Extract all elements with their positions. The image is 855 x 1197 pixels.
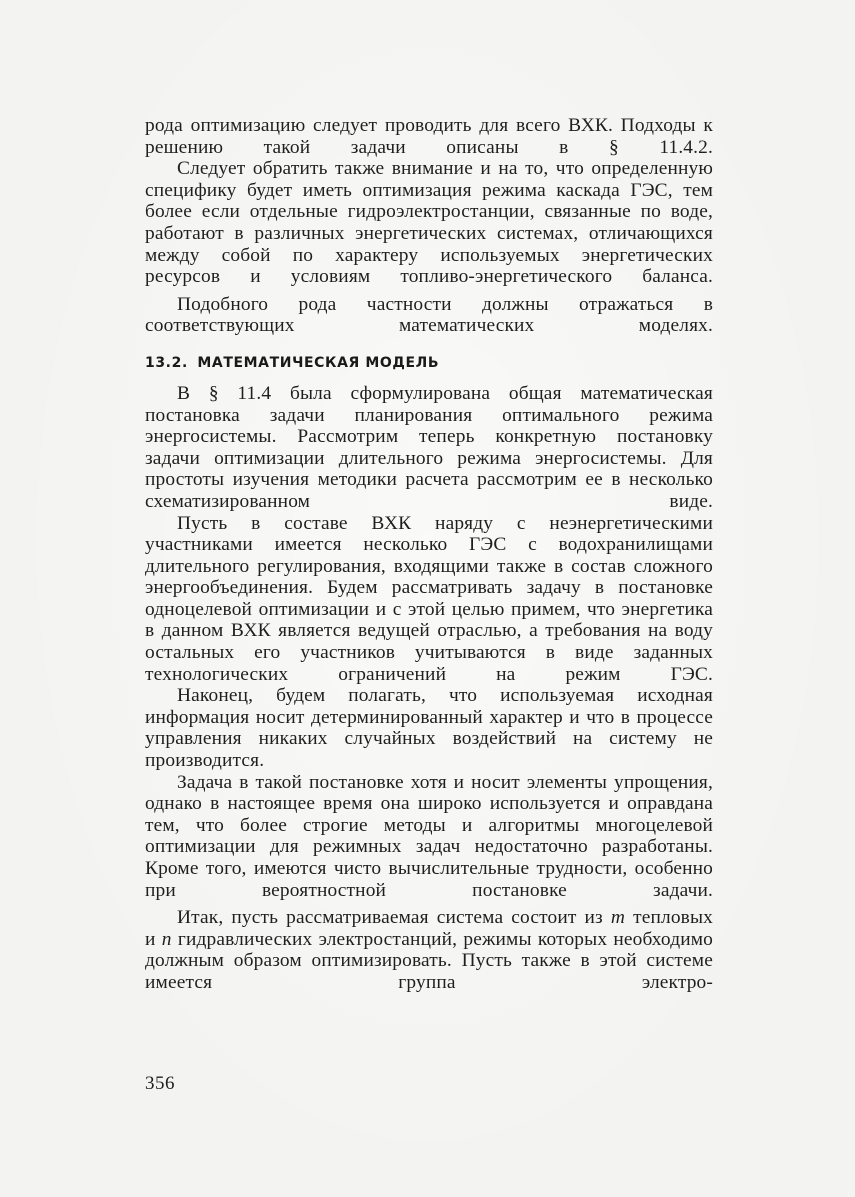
body-paragraph-3: Наконец, будем полагать, что используемая исходная информация носит детерминированный характер и что в процессе управления никаких случайных воздействий на систему не производится. xyxy=(145,685,713,772)
final-paragraph-part-1: Итак, пусть рассматриваемая система состоит из xyxy=(177,907,611,929)
page-number: 356 xyxy=(145,1073,175,1094)
text-column xyxy=(145,115,713,994)
body-paragraph-2: Пусть в составе ВХК наряду с неэнергетическими участниками имеется несколько ГЭС с водохранилищами длительного регулирования, входящими также в состав сложного энергообъединения. Будем рассматривать задачу в постановке одноцелевой оптимизации и с этой целью примем, что энергетика в данном ВХК является ведущей отраслью, а требования на воду остальных его участников учитываются в виде заданных технологических ограничений на режим ГЭС. xyxy=(145,512,713,685)
intro-paragraph-1: рода оптимизацию следует проводить для всего ВХК. Подходы к решению такой задачи описаны в § 11.4.2. xyxy=(145,115,713,158)
final-paragraph-part-2: тепловых и xyxy=(145,907,713,950)
intro-paragraph-2: Следует обратить также внимание и на то, что определенную специфику будет иметь оптимизация режима каскада ГЭС, тем более если отдельные гидроэлектростанции, связанные по воде, работают в различных энергетических системах, отличающихся между собой по характеру используемых энергетических ресурсов и условиям топливо-энергетического баланса. xyxy=(145,158,713,288)
variable-m: m xyxy=(610,907,626,929)
section-title: МАТЕМАТИЧЕСКАЯ МОДЕЛЬ xyxy=(197,354,440,371)
section-number: 13.2. xyxy=(145,354,188,371)
variable-n: n xyxy=(161,928,172,950)
final-paragraph-part-3: гидравлических электростанций, режимы которых необходимо должным образом оптимизировать. Пусть также в этой системе имеется группа электро- xyxy=(145,928,714,993)
section-heading xyxy=(145,353,713,373)
intro-paragraph-3: Подобного рода частности должны отражаться в соответствующих математических моделях. xyxy=(145,293,713,337)
body-paragraph-1: В § 11.4 была сформулирована общая математическая постановка задачи планирования оптимального режима энергосистемы. Рассмотрим теперь конкретную постановку задачи оптимизации длительного режима энергосистемы. Для простоты изучения методики расчета рассмотрим ее в несколько схематизированном виде. xyxy=(145,382,713,512)
body-paragraph-4: Задача в такой постановке хотя и носит элементы упрощения, однако в настоящее время она широко используется и оправдана тем, что более строгие методы и алгоритмы многоцелевой оптимизации для режимных задач недостаточно разработаны. Кроме того, имеются чисто вычислительные трудности, особенно при вероятностной постановке задачи. xyxy=(145,771,713,901)
final-paragraph xyxy=(145,907,713,993)
